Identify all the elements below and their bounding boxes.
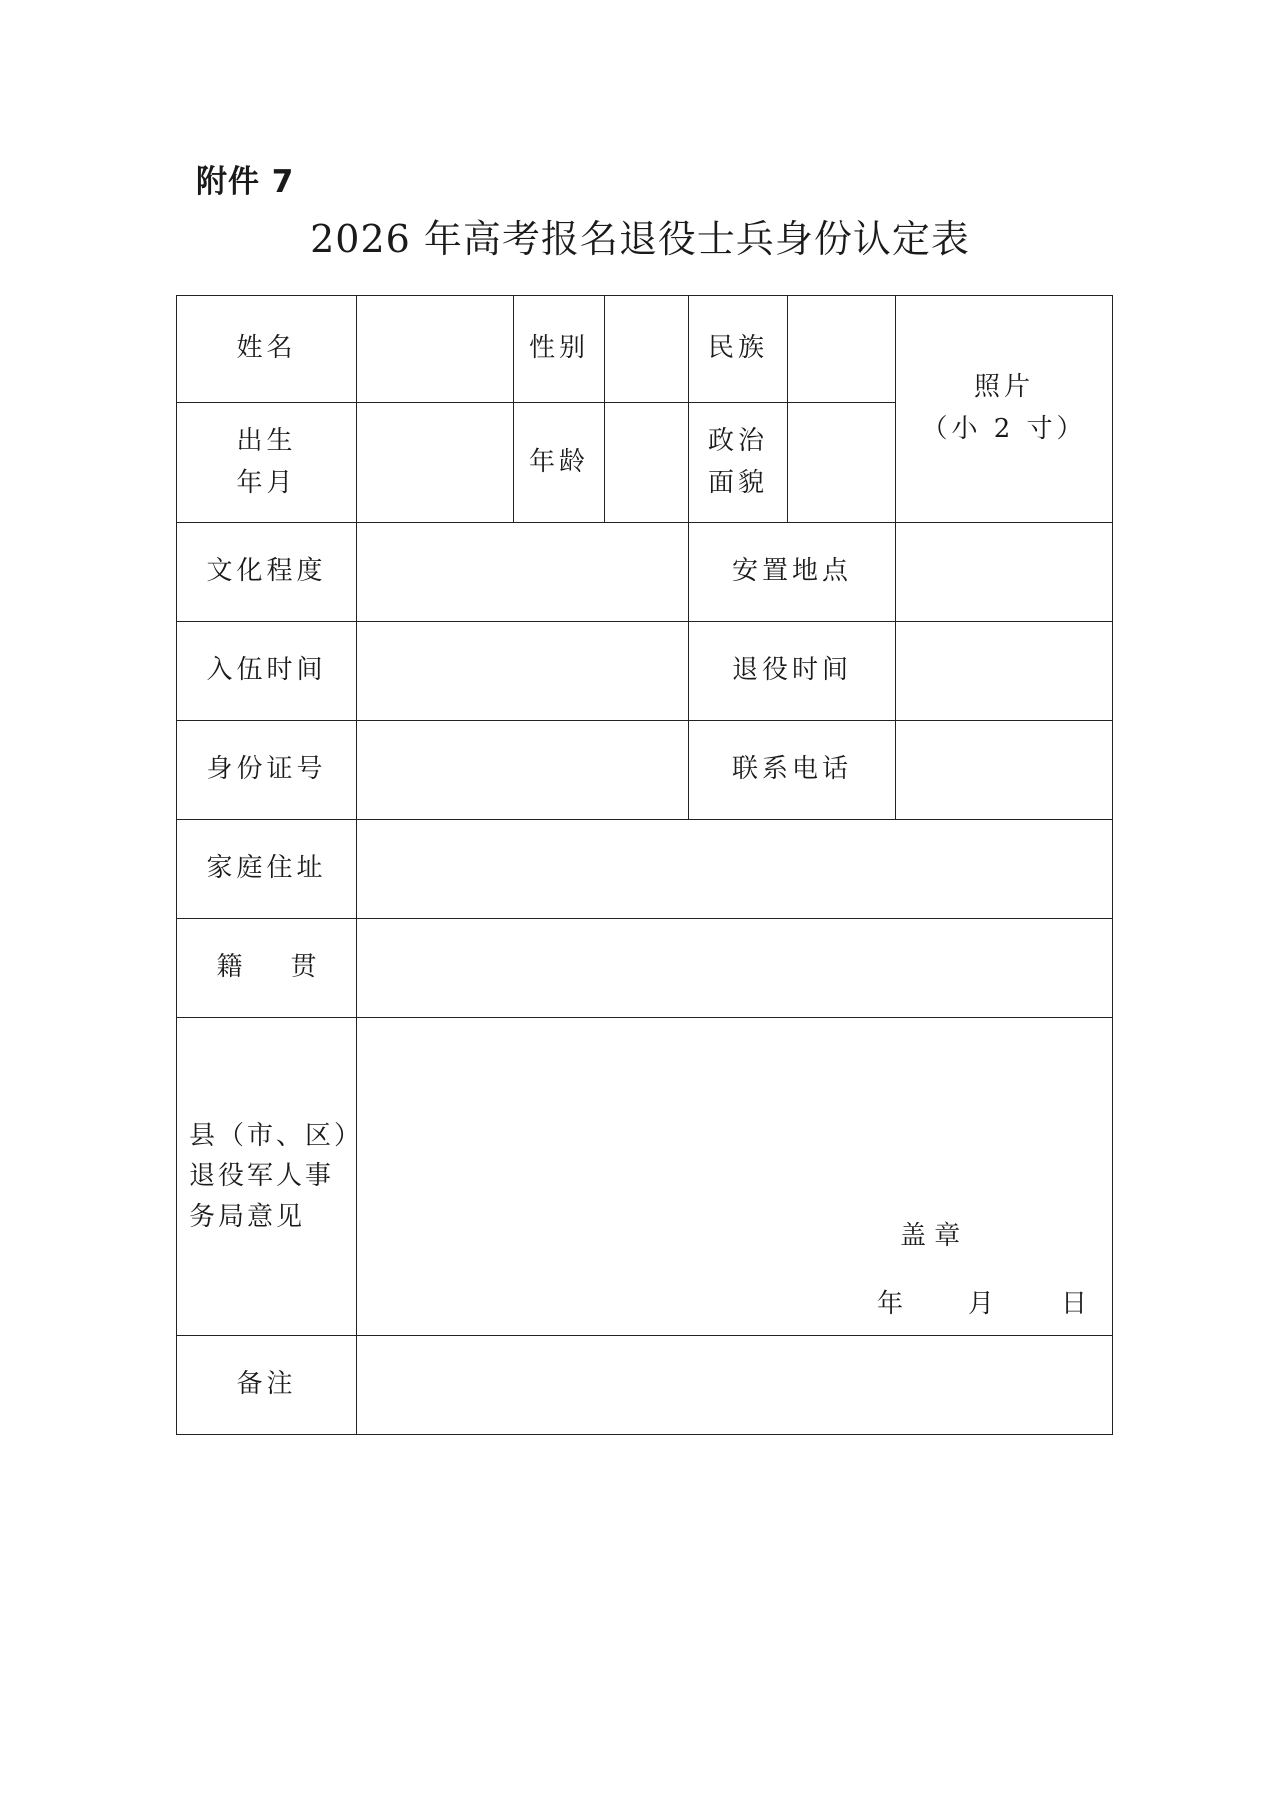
- remarks-label: 备注: [177, 1336, 357, 1435]
- enlist-field[interactable]: [357, 622, 689, 721]
- enlist-label: 入伍时间: [177, 622, 357, 721]
- address-label: 家庭住址: [177, 820, 357, 919]
- opinion-label-line2: 退役军人事: [189, 1161, 335, 1192]
- date-year: 年: [877, 1289, 904, 1319]
- id-field[interactable]: [357, 721, 689, 820]
- native-place-label: [177, 919, 357, 1018]
- age-label: 年龄: [514, 403, 605, 523]
- gender-label: 性别: [514, 296, 605, 403]
- native-label-char2: 贯: [290, 952, 317, 983]
- date-month: 月: [968, 1289, 995, 1319]
- name-field[interactable]: [357, 296, 514, 403]
- discharge-field[interactable]: [896, 622, 1113, 721]
- seal-label: 盖 章: [900, 1221, 961, 1251]
- opinion-label: [177, 1018, 364, 1336]
- photo-box[interactable]: [896, 296, 1113, 523]
- photo-size-label: （小 2 寸）: [921, 414, 1087, 444]
- education-field[interactable]: [357, 523, 689, 622]
- education-label: 文化程度: [177, 523, 357, 622]
- politics-label-line2: 面貌: [707, 467, 768, 498]
- id-label: 身份证号: [177, 721, 357, 820]
- ethnicity-label: 民族: [689, 296, 788, 403]
- politics-label: [689, 403, 788, 523]
- politics-field[interactable]: [788, 403, 896, 523]
- placement-field[interactable]: [896, 523, 1113, 622]
- opinion-label-line3: 务局意见: [189, 1201, 306, 1232]
- ethnicity-field[interactable]: [788, 296, 896, 403]
- opinion-field[interactable]: [357, 1018, 1113, 1336]
- name-label: 姓名: [177, 296, 357, 403]
- birth-label-line1: 出生: [236, 425, 297, 456]
- native-label-char1: 籍: [216, 952, 243, 983]
- form-title: 2026 年高考报名退役士兵身份认定表: [310, 217, 970, 261]
- phone-field[interactable]: [896, 721, 1113, 820]
- date-day: 日: [1061, 1289, 1088, 1319]
- remarks-field[interactable]: [357, 1336, 1113, 1435]
- veteran-identity-form: [176, 295, 1113, 1435]
- photo-label: 照片: [973, 372, 1034, 403]
- birth-label-line2: 年月: [236, 467, 297, 498]
- politics-label-line1: 政治: [707, 425, 768, 456]
- birth-field[interactable]: [357, 403, 514, 523]
- placement-label: 安置地点: [689, 523, 896, 622]
- native-place-field[interactable]: [357, 919, 1113, 1018]
- attachment-number: 附件 7: [196, 164, 295, 200]
- age-field[interactable]: [605, 403, 689, 523]
- phone-label: 联系电话: [689, 721, 896, 820]
- gender-field[interactable]: [605, 296, 689, 403]
- address-field[interactable]: [357, 820, 1113, 919]
- birth-label: [177, 403, 357, 523]
- discharge-label: 退役时间: [689, 622, 896, 721]
- opinion-label-line1: 县（市、区）: [189, 1121, 364, 1152]
